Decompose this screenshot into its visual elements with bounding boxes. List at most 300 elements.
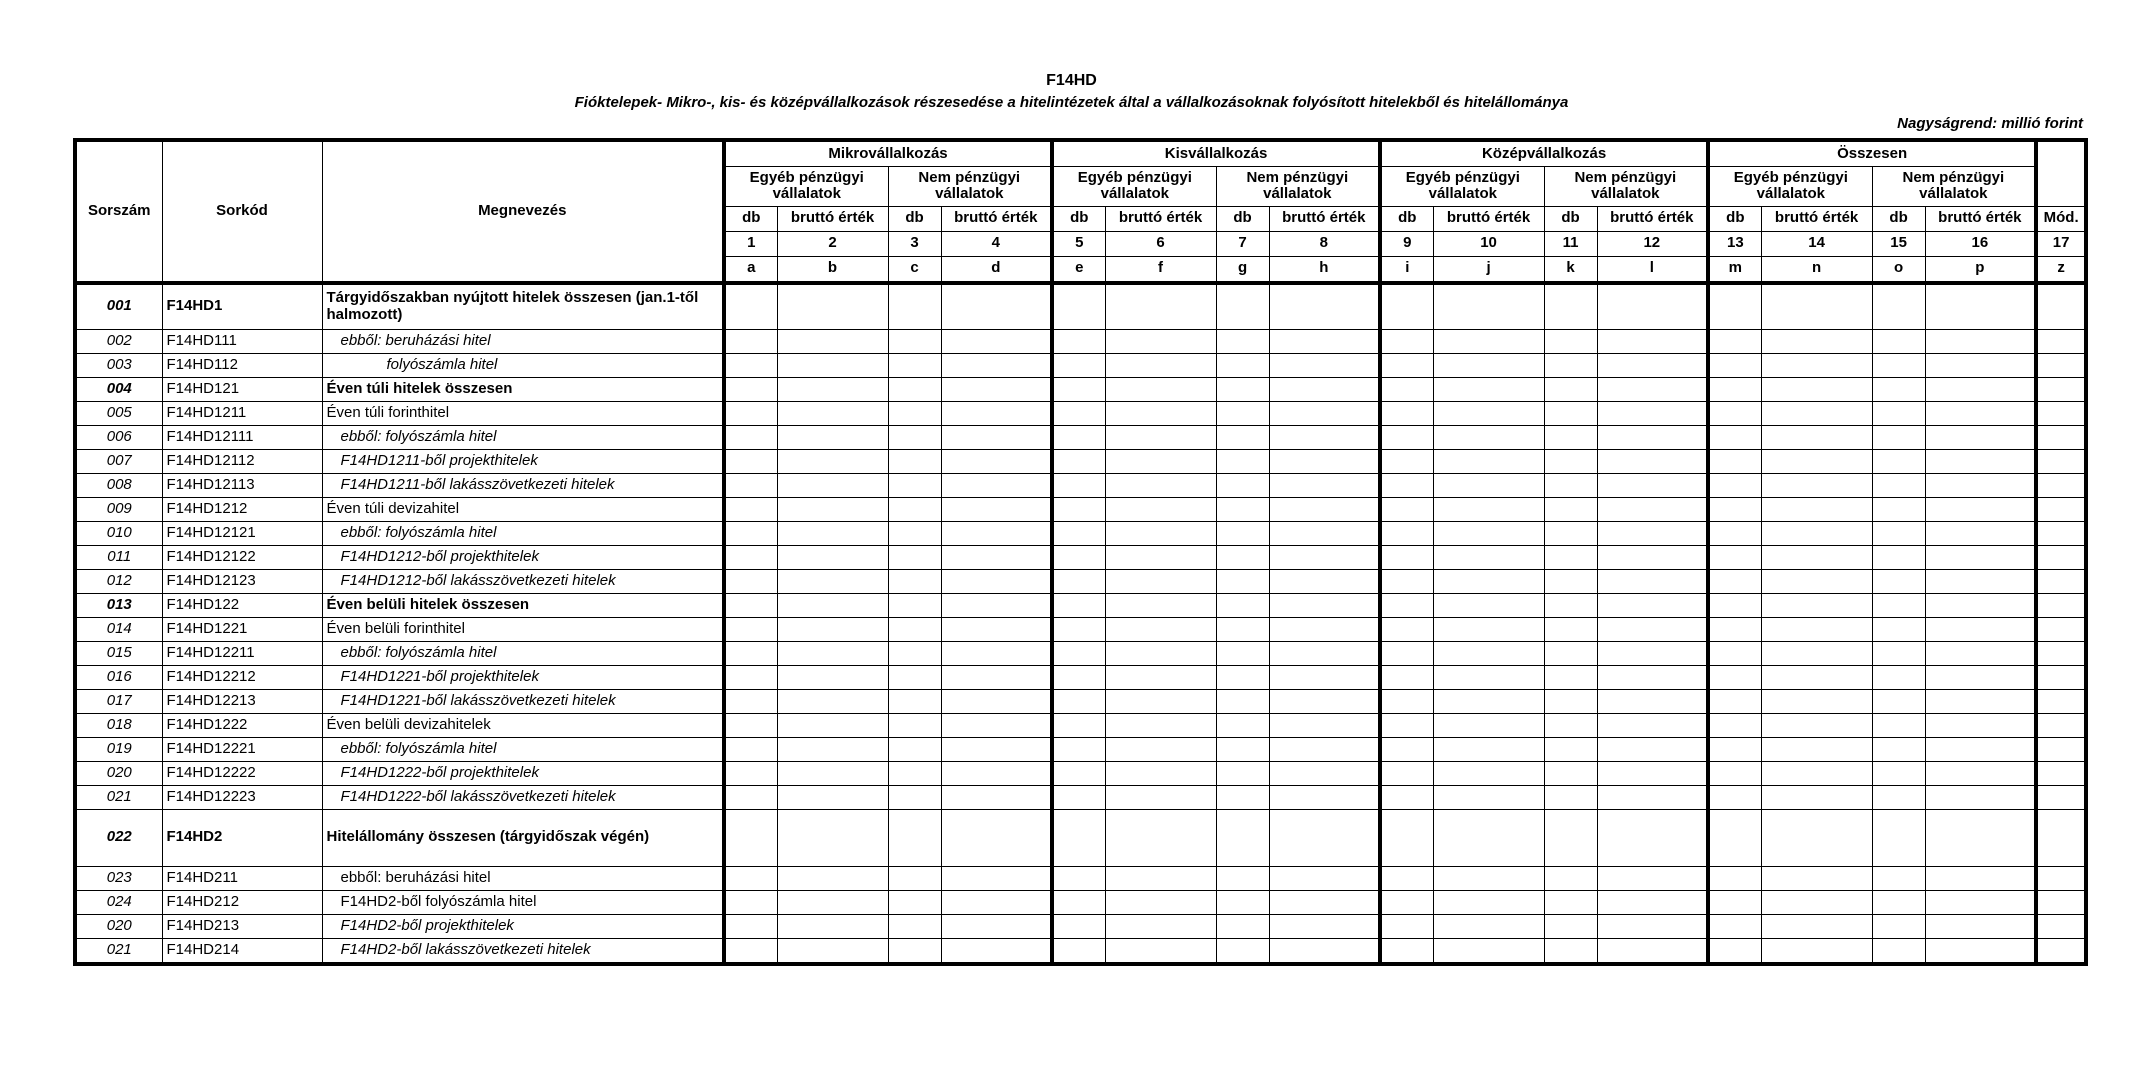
data-cell[interactable]	[1925, 890, 2036, 914]
data-cell[interactable]	[777, 785, 888, 809]
data-cell[interactable]	[1872, 569, 1925, 593]
data-cell[interactable]	[1872, 617, 1925, 641]
data-cell[interactable]	[1872, 689, 1925, 713]
data-cell[interactable]	[724, 866, 777, 890]
data-cell[interactable]	[941, 497, 1052, 521]
data-cell[interactable]	[1216, 617, 1269, 641]
data-cell[interactable]	[941, 689, 1052, 713]
data-cell[interactable]	[941, 401, 1052, 425]
data-cell[interactable]	[1544, 866, 1597, 890]
data-cell[interactable]	[1597, 569, 1708, 593]
data-cell[interactable]	[1052, 545, 1105, 569]
data-cell[interactable]	[1597, 938, 1708, 964]
data-cell[interactable]	[2036, 377, 2086, 401]
data-cell[interactable]	[1597, 713, 1708, 737]
data-cell[interactable]	[1544, 377, 1597, 401]
data-cell[interactable]	[777, 689, 888, 713]
data-cell[interactable]	[777, 593, 888, 617]
data-cell[interactable]	[1597, 353, 1708, 377]
data-cell[interactable]	[888, 377, 941, 401]
data-cell[interactable]	[1269, 761, 1380, 785]
data-cell[interactable]	[1380, 329, 1433, 353]
data-cell[interactable]	[941, 449, 1052, 473]
data-cell[interactable]	[2036, 329, 2086, 353]
data-cell[interactable]	[1052, 449, 1105, 473]
data-cell[interactable]	[1105, 761, 1216, 785]
data-cell[interactable]	[941, 665, 1052, 689]
data-cell[interactable]	[1925, 914, 2036, 938]
data-cell[interactable]	[1544, 713, 1597, 737]
data-cell[interactable]	[1708, 665, 1761, 689]
data-cell[interactable]	[1216, 425, 1269, 449]
data-cell[interactable]	[1433, 497, 1544, 521]
data-cell[interactable]	[1269, 809, 1380, 866]
data-cell[interactable]	[1433, 353, 1544, 377]
data-cell[interactable]	[888, 737, 941, 761]
data-cell[interactable]	[777, 521, 888, 545]
data-cell[interactable]	[1761, 401, 1872, 425]
data-cell[interactable]	[1597, 449, 1708, 473]
data-cell[interactable]	[1544, 809, 1597, 866]
data-cell[interactable]	[1105, 425, 1216, 449]
data-cell[interactable]	[1216, 809, 1269, 866]
data-cell[interactable]	[1708, 785, 1761, 809]
data-cell[interactable]	[888, 761, 941, 785]
data-cell[interactable]	[1380, 617, 1433, 641]
data-cell[interactable]	[724, 641, 777, 665]
data-cell[interactable]	[1269, 569, 1380, 593]
data-cell[interactable]	[777, 497, 888, 521]
data-cell[interactable]	[888, 329, 941, 353]
data-cell[interactable]	[1269, 377, 1380, 401]
data-cell[interactable]	[724, 785, 777, 809]
data-cell[interactable]	[1433, 593, 1544, 617]
data-cell[interactable]	[1708, 521, 1761, 545]
data-cell[interactable]	[724, 449, 777, 473]
data-cell[interactable]	[1216, 353, 1269, 377]
data-cell[interactable]	[1872, 521, 1925, 545]
data-cell[interactable]	[2036, 890, 2086, 914]
data-cell[interactable]	[1708, 890, 1761, 914]
data-cell[interactable]	[1433, 689, 1544, 713]
data-cell[interactable]	[1433, 785, 1544, 809]
data-cell[interactable]	[1269, 737, 1380, 761]
data-cell[interactable]	[941, 545, 1052, 569]
data-cell[interactable]	[1269, 473, 1380, 497]
data-cell[interactable]	[777, 283, 888, 330]
data-cell[interactable]	[1544, 425, 1597, 449]
data-cell[interactable]	[1761, 737, 1872, 761]
data-cell[interactable]	[1708, 689, 1761, 713]
data-cell[interactable]	[1105, 689, 1216, 713]
data-cell[interactable]	[1269, 713, 1380, 737]
data-cell[interactable]	[1597, 809, 1708, 866]
data-cell[interactable]	[1269, 785, 1380, 809]
data-cell[interactable]	[1872, 353, 1925, 377]
data-cell[interactable]	[1925, 689, 2036, 713]
data-cell[interactable]	[724, 914, 777, 938]
data-cell[interactable]	[724, 329, 777, 353]
data-cell[interactable]	[1761, 545, 1872, 569]
data-cell[interactable]	[1761, 569, 1872, 593]
data-cell[interactable]	[1925, 283, 2036, 330]
data-cell[interactable]	[1761, 283, 1872, 330]
data-cell[interactable]	[1105, 914, 1216, 938]
data-cell[interactable]	[1597, 914, 1708, 938]
data-cell[interactable]	[1761, 521, 1872, 545]
data-cell[interactable]	[1925, 866, 2036, 890]
data-cell[interactable]	[888, 938, 941, 964]
data-cell[interactable]	[724, 569, 777, 593]
data-cell[interactable]	[888, 425, 941, 449]
data-cell[interactable]	[1872, 425, 1925, 449]
data-cell[interactable]	[1597, 497, 1708, 521]
data-cell[interactable]	[1216, 689, 1269, 713]
data-cell[interactable]	[1925, 761, 2036, 785]
data-cell[interactable]	[777, 665, 888, 689]
data-cell[interactable]	[1708, 914, 1761, 938]
data-cell[interactable]	[1597, 283, 1708, 330]
data-cell[interactable]	[1544, 473, 1597, 497]
data-cell[interactable]	[724, 617, 777, 641]
data-cell[interactable]	[1872, 473, 1925, 497]
data-cell[interactable]	[1380, 401, 1433, 425]
data-cell[interactable]	[1216, 545, 1269, 569]
data-cell[interactable]	[1052, 283, 1105, 330]
data-cell[interactable]	[1433, 761, 1544, 785]
data-cell[interactable]	[1872, 641, 1925, 665]
data-cell[interactable]	[1925, 785, 2036, 809]
data-cell[interactable]	[1105, 545, 1216, 569]
data-cell[interactable]	[1380, 569, 1433, 593]
data-cell[interactable]	[1269, 521, 1380, 545]
data-cell[interactable]	[724, 283, 777, 330]
data-cell[interactable]	[1872, 713, 1925, 737]
data-cell[interactable]	[1872, 329, 1925, 353]
data-cell[interactable]	[1380, 497, 1433, 521]
data-cell[interactable]	[888, 353, 941, 377]
data-cell[interactable]	[1872, 545, 1925, 569]
data-cell[interactable]	[1925, 569, 2036, 593]
data-cell[interactable]	[724, 425, 777, 449]
data-cell[interactable]	[1544, 737, 1597, 761]
data-cell[interactable]	[1544, 641, 1597, 665]
data-cell[interactable]	[777, 761, 888, 785]
data-cell[interactable]	[1105, 665, 1216, 689]
data-cell[interactable]	[1925, 617, 2036, 641]
data-cell[interactable]	[888, 449, 941, 473]
data-cell[interactable]	[1872, 761, 1925, 785]
data-cell[interactable]	[1380, 689, 1433, 713]
data-cell[interactable]	[1380, 425, 1433, 449]
data-cell[interactable]	[941, 809, 1052, 866]
data-cell[interactable]	[724, 809, 777, 866]
data-cell[interactable]	[1761, 890, 1872, 914]
data-cell[interactable]	[1597, 785, 1708, 809]
data-cell[interactable]	[2036, 914, 2086, 938]
data-cell[interactable]	[1761, 665, 1872, 689]
data-cell[interactable]	[1925, 449, 2036, 473]
data-cell[interactable]	[1761, 866, 1872, 890]
data-cell[interactable]	[1380, 938, 1433, 964]
data-cell[interactable]	[1761, 449, 1872, 473]
data-cell[interactable]	[1052, 521, 1105, 545]
data-cell[interactable]	[1433, 737, 1544, 761]
data-cell[interactable]	[2036, 785, 2086, 809]
data-cell[interactable]	[2036, 761, 2086, 785]
data-cell[interactable]	[1433, 914, 1544, 938]
data-cell[interactable]	[1708, 377, 1761, 401]
data-cell[interactable]	[1544, 785, 1597, 809]
data-cell[interactable]	[2036, 283, 2086, 330]
data-cell[interactable]	[1872, 866, 1925, 890]
data-cell[interactable]	[1708, 866, 1761, 890]
data-cell[interactable]	[1216, 785, 1269, 809]
data-cell[interactable]	[1269, 425, 1380, 449]
data-cell[interactable]	[1761, 353, 1872, 377]
data-cell[interactable]	[1433, 283, 1544, 330]
data-cell[interactable]	[1872, 914, 1925, 938]
data-cell[interactable]	[941, 866, 1052, 890]
data-cell[interactable]	[724, 890, 777, 914]
data-cell[interactable]	[941, 713, 1052, 737]
data-cell[interactable]	[777, 890, 888, 914]
data-cell[interactable]	[2036, 425, 2086, 449]
data-cell[interactable]	[1380, 641, 1433, 665]
data-cell[interactable]	[1433, 866, 1544, 890]
data-cell[interactable]	[1105, 890, 1216, 914]
data-cell[interactable]	[1433, 377, 1544, 401]
data-cell[interactable]	[1380, 665, 1433, 689]
data-cell[interactable]	[777, 401, 888, 425]
data-cell[interactable]	[1761, 938, 1872, 964]
data-cell[interactable]	[1269, 353, 1380, 377]
data-cell[interactable]	[724, 377, 777, 401]
data-cell[interactable]	[1216, 593, 1269, 617]
data-cell[interactable]	[2036, 593, 2086, 617]
data-cell[interactable]	[1761, 425, 1872, 449]
data-cell[interactable]	[1052, 713, 1105, 737]
data-cell[interactable]	[1708, 545, 1761, 569]
data-cell[interactable]	[1380, 890, 1433, 914]
data-cell[interactable]	[1925, 353, 2036, 377]
data-cell[interactable]	[2036, 617, 2086, 641]
data-cell[interactable]	[1380, 545, 1433, 569]
data-cell[interactable]	[941, 737, 1052, 761]
data-cell[interactable]	[777, 569, 888, 593]
data-cell[interactable]	[1872, 785, 1925, 809]
data-cell[interactable]	[1708, 809, 1761, 866]
data-cell[interactable]	[2036, 665, 2086, 689]
data-cell[interactable]	[1433, 938, 1544, 964]
data-cell[interactable]	[1761, 689, 1872, 713]
data-cell[interactable]	[1380, 785, 1433, 809]
data-cell[interactable]	[1216, 866, 1269, 890]
data-cell[interactable]	[1761, 593, 1872, 617]
data-cell[interactable]	[724, 665, 777, 689]
data-cell[interactable]	[1052, 938, 1105, 964]
data-cell[interactable]	[1380, 761, 1433, 785]
data-cell[interactable]	[1216, 737, 1269, 761]
data-cell[interactable]	[1872, 737, 1925, 761]
data-cell[interactable]	[724, 353, 777, 377]
data-cell[interactable]	[777, 545, 888, 569]
data-cell[interactable]	[1380, 353, 1433, 377]
data-cell[interactable]	[2036, 545, 2086, 569]
data-cell[interactable]	[1433, 641, 1544, 665]
data-cell[interactable]	[1761, 617, 1872, 641]
data-cell[interactable]	[1380, 866, 1433, 890]
data-cell[interactable]	[1105, 593, 1216, 617]
data-cell[interactable]	[777, 449, 888, 473]
data-cell[interactable]	[1708, 761, 1761, 785]
data-cell[interactable]	[1597, 425, 1708, 449]
data-cell[interactable]	[777, 809, 888, 866]
data-cell[interactable]	[1216, 665, 1269, 689]
data-cell[interactable]	[1052, 569, 1105, 593]
data-cell[interactable]	[1105, 353, 1216, 377]
data-cell[interactable]	[2036, 353, 2086, 377]
data-cell[interactable]	[1925, 713, 2036, 737]
data-cell[interactable]	[1761, 914, 1872, 938]
data-cell[interactable]	[1708, 401, 1761, 425]
data-cell[interactable]	[1544, 449, 1597, 473]
data-cell[interactable]	[1761, 497, 1872, 521]
data-cell[interactable]	[724, 689, 777, 713]
data-cell[interactable]	[1597, 737, 1708, 761]
data-cell[interactable]	[1216, 377, 1269, 401]
data-cell[interactable]	[1708, 713, 1761, 737]
data-cell[interactable]	[1708, 473, 1761, 497]
data-cell[interactable]	[941, 785, 1052, 809]
data-cell[interactable]	[1872, 283, 1925, 330]
data-cell[interactable]	[1052, 761, 1105, 785]
data-cell[interactable]	[2036, 569, 2086, 593]
data-cell[interactable]	[1216, 641, 1269, 665]
data-cell[interactable]	[1925, 401, 2036, 425]
data-cell[interactable]	[1105, 785, 1216, 809]
data-cell[interactable]	[2036, 473, 2086, 497]
data-cell[interactable]	[1052, 689, 1105, 713]
data-cell[interactable]	[1872, 593, 1925, 617]
data-cell[interactable]	[1925, 521, 2036, 545]
data-cell[interactable]	[1544, 938, 1597, 964]
data-cell[interactable]	[1269, 689, 1380, 713]
data-cell[interactable]	[1216, 713, 1269, 737]
data-cell[interactable]	[1216, 914, 1269, 938]
data-cell[interactable]	[941, 521, 1052, 545]
data-cell[interactable]	[1872, 449, 1925, 473]
data-cell[interactable]	[1708, 283, 1761, 330]
data-cell[interactable]	[1925, 545, 2036, 569]
data-cell[interactable]	[1380, 283, 1433, 330]
data-cell[interactable]	[1433, 569, 1544, 593]
data-cell[interactable]	[1925, 938, 2036, 964]
data-cell[interactable]	[1433, 521, 1544, 545]
data-cell[interactable]	[1052, 785, 1105, 809]
data-cell[interactable]	[1269, 329, 1380, 353]
data-cell[interactable]	[941, 473, 1052, 497]
data-cell[interactable]	[1925, 497, 2036, 521]
data-cell[interactable]	[1597, 473, 1708, 497]
data-cell[interactable]	[724, 737, 777, 761]
data-cell[interactable]	[941, 890, 1052, 914]
data-cell[interactable]	[1544, 569, 1597, 593]
data-cell[interactable]	[1761, 713, 1872, 737]
data-cell[interactable]	[1433, 425, 1544, 449]
data-cell[interactable]	[1380, 914, 1433, 938]
data-cell[interactable]	[1761, 785, 1872, 809]
data-cell[interactable]	[941, 377, 1052, 401]
data-cell[interactable]	[724, 521, 777, 545]
data-cell[interactable]	[2036, 641, 2086, 665]
data-cell[interactable]	[1380, 593, 1433, 617]
data-cell[interactable]	[1925, 377, 2036, 401]
data-cell[interactable]	[777, 377, 888, 401]
data-cell[interactable]	[1052, 497, 1105, 521]
data-cell[interactable]	[1105, 449, 1216, 473]
data-cell[interactable]	[888, 866, 941, 890]
data-cell[interactable]	[1597, 329, 1708, 353]
data-cell[interactable]	[941, 617, 1052, 641]
data-cell[interactable]	[888, 713, 941, 737]
data-cell[interactable]	[1708, 497, 1761, 521]
data-cell[interactable]	[888, 914, 941, 938]
data-cell[interactable]	[1052, 473, 1105, 497]
data-cell[interactable]	[888, 689, 941, 713]
data-cell[interactable]	[1269, 497, 1380, 521]
data-cell[interactable]	[1872, 665, 1925, 689]
data-cell[interactable]	[1872, 497, 1925, 521]
data-cell[interactable]	[1872, 377, 1925, 401]
data-cell[interactable]	[888, 521, 941, 545]
data-cell[interactable]	[1105, 737, 1216, 761]
data-cell[interactable]	[1216, 938, 1269, 964]
data-cell[interactable]	[1925, 737, 2036, 761]
data-cell[interactable]	[1872, 938, 1925, 964]
data-cell[interactable]	[1597, 866, 1708, 890]
data-cell[interactable]	[888, 283, 941, 330]
data-cell[interactable]	[1052, 665, 1105, 689]
data-cell[interactable]	[2036, 737, 2086, 761]
data-cell[interactable]	[1216, 890, 1269, 914]
data-cell[interactable]	[1052, 914, 1105, 938]
data-cell[interactable]	[1433, 713, 1544, 737]
data-cell[interactable]	[724, 497, 777, 521]
data-cell[interactable]	[1105, 641, 1216, 665]
data-cell[interactable]	[777, 617, 888, 641]
data-cell[interactable]	[888, 890, 941, 914]
data-cell[interactable]	[1433, 473, 1544, 497]
data-cell[interactable]	[1708, 353, 1761, 377]
data-cell[interactable]	[1269, 641, 1380, 665]
data-cell[interactable]	[1380, 377, 1433, 401]
data-cell[interactable]	[777, 641, 888, 665]
data-cell[interactable]	[1433, 545, 1544, 569]
data-cell[interactable]	[1544, 689, 1597, 713]
data-cell[interactable]	[1380, 713, 1433, 737]
data-cell[interactable]	[1380, 809, 1433, 866]
data-cell[interactable]	[941, 283, 1052, 330]
data-cell[interactable]	[1216, 473, 1269, 497]
data-cell[interactable]	[1597, 401, 1708, 425]
data-cell[interactable]	[2036, 521, 2086, 545]
data-cell[interactable]	[1269, 866, 1380, 890]
data-cell[interactable]	[1708, 641, 1761, 665]
data-cell[interactable]	[1216, 329, 1269, 353]
data-cell[interactable]	[1433, 665, 1544, 689]
data-cell[interactable]	[2036, 401, 2086, 425]
